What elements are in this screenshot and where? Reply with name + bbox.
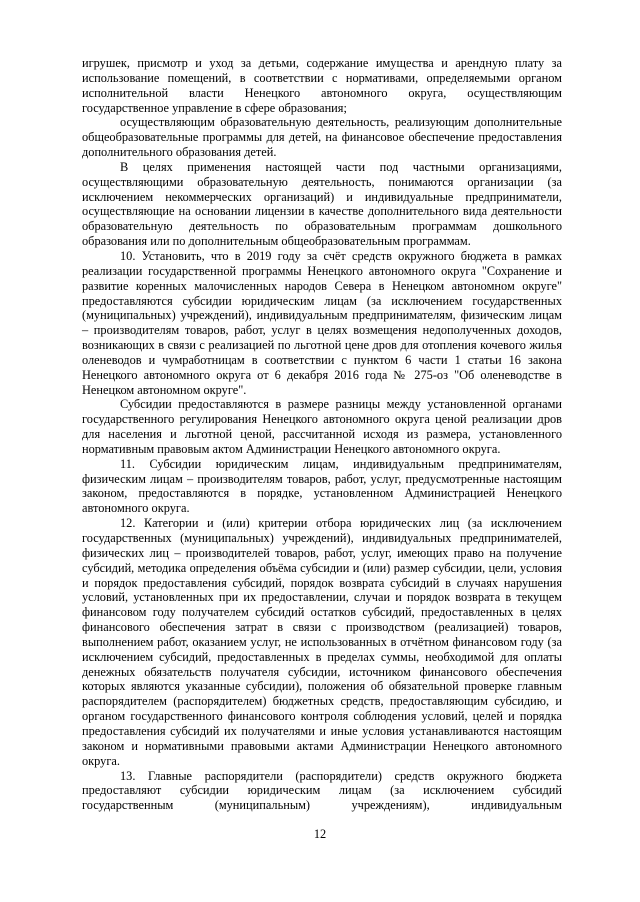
paragraph-continuation: игрушек, присмотр и уход за детьми, содержание имущества и арендную плату за использование помещений, в соответствии с нормативами, определяемыми органом исполнительной власти Ненецкого автономного округа, осуществляющим государственное управление в сфере образования; [82,56,562,115]
document-body [82,56,562,813]
paragraph-private-organizations: В целях применения настоящей части под частными организациями, осуществляющими образовательную деятельность, понимаются организации (за исключением некоммерческих организаций) и индивидуальные предприниматели, осуществляющие на основании лицензии в качестве дополнительного вида деятельности образовательную деятельность по образовательным программам дошкольного образования или по дополнительным общеобразовательным программам. [82,159,562,249]
paragraph-additional-education: осуществляющим образовательную деятельность, реализующим дополнительные общеобразовательные программы для детей, на финансовое обеспечение предоставления дополнительного образования детей. [82,115,562,160]
page-number: 12 [313,827,327,841]
paragraph-item-11: 11. Субсидии юридическим лицам, индивидуальным предпринимателям, физическим лицам – производителям товаров, работ, услуг, предусмотренные настоящим законом, предоставляются в порядке, установленном Администрацией Ненецкого автономного округа. [82,456,562,516]
paragraph-subsidy-amount: Субсидии предоставляются в размере разницы между установленной органами государственного регулирования Ненецкого автономного округа ценой реализации дров для населения и льготной ценой, рассчитанной исходя из размера, установленного нормативным правовым актом Администрации Ненецкого автономного округа. [82,397,562,456]
paragraph-item-12: 12. Категории и (или) критерии отбора юридических лиц (за исключением государственных (муниципальных) учреждений), индивидуальных предпринимателей, физических лиц – производителей товаров, работ, услуг, имеющих право на получение субсидий, методика определения объёма субсидии и (или) размер субсидии, цели, условия и порядок предоставления субсидий, порядок возврата субсидий в случаях нарушения условий, установленных при их предоставлении, случаи и порядок возврата в текущем финансовом году получателем субсидий остатков субсидий, предоставленных в целях финансового обеспечения затрат в связи с производством (реализацией) товаров, выполнением работ, оказанием услуг, не использованных в отчётном финансовом году (за исключением субсидий, предоставленных в пределах суммы, необходимой для оплаты денежных обязательств получателя субсидии, источником финансового обеспечения которых являются указанные субсидии), положения об обязательной проверке главным распорядителем (распорядителем) бюджетных средств, предоставляющим субсидию, и органом государственного финансового контроля соблюдения условий, целей и порядка предоставления субсидий их получателями и иные условия устанавливаются настоящим законом и нормативными правовыми актами Администрации Ненецкого автономного округа. [82,516,562,768]
paragraph-item-13: 13. Главные распорядители (распорядители) средств окружного бюджета предоставляют субсидии юридическим лицам (за исключением субсидий государственным (муниципальным) учреждениям), индивидуальным [82,768,562,813]
paragraph-item-10: 10. Установить, что в 2019 году за счёт средств окружного бюджета в рамках реализации государственной программы Ненецкого автономного округа "Сохранение и развитие коренных малочисленных народов Севера в Ненецком автономном округе" предоставляются субсидии юридическим лицам (за исключением государственных (муниципальных) учреждений), индивидуальным предпринимателям, физическим лицам – производителям товаров, работ, услуг в целях возмещения недополученных доходов, возникающих в связи с реализацией по льготной цене дров для отопления кочевого жилья оленеводов и чумработницам в соответствии с пунктом 6 части 1 статьи 16 закона Ненецкого автономного округа от 6 декабря 2016 года № 275-оз "Об оленеводстве в Ненецком автономном округе". [82,248,562,397]
